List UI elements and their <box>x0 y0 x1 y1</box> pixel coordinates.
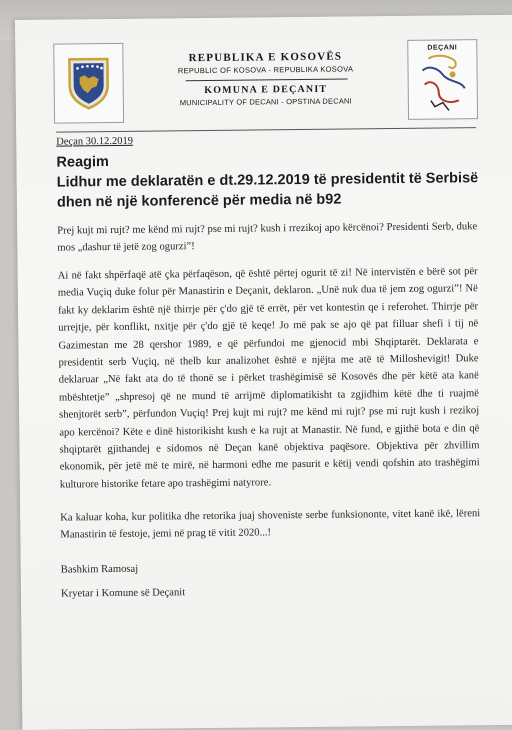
municipality-subtitle: MUNICIPALITY OF DECANI - OPSTINA DECANI <box>179 96 352 108</box>
document-title <box>56 148 487 212</box>
paragraph-1: Prej kujt mi rujt? me kënd mi rujt? pse mi rujt? kush i rrezikoj apo kërcënoi? Presidenti Serb, duke mos „dashur të jetë zog ogurzi”! <box>57 221 478 254</box>
document-date: Deçan 30.12.2019 <box>56 135 134 148</box>
paragraph-2: Ai në fakt shpërfaqë atë çka përfaqëson, që është përtej ogurit të zi! Në intervistën e bërë sot për media Vuçiq duke folur për Manastirin e Deçanit, deklaron. „Unë nuk dua të jem zog ogurzi”! Në fakt ky deklarim është një thirrje për ç'do gjë të errët, për vet kontestin qe i referohet. Thirrje për urrejtje, për konflikt, nxitje për ç'do gjë të keqe! Jo më pak se ajo që pat filluar shefi i tij në Gazimestan me 28 qershor 1989, e që përfundoi me gjenocid mbi Shqiptarët. Deklarata e presidentit serb Vuçiq, në thelb kur analizohet është e njëjta me atë të Milloshevigit! Duke deklaruar „Në fakt ata do të thonë se i përket trashëgimisë së Kosovës dhe për këtë ata kanë mbështetje” „shpresoj që ne mund të arrijmë diplomatikisht ta zgjidhim këtë dhe ti ruajmë shenjtorët serb”, përfundon Vuçiq! Prej kujt mi rujt? me kënd mi rujt? pse mi rujt kush i rezikoj apo kercënoi? Këte e dinë historikisht kush e ka rujt at Manastir. Në fund, e gjithë bota e din që shqiptarët gjithandej e sidomos në Deçan kanë objektiva paqësore. Objektiva për zhvillim ekonomik, për jetë më te mirë, në harmoni edhe me pasurit e këtij vendi qofshin ato trashëgimi kulturore historike fetare apo trashëgimi natyrore. <box>57 266 480 491</box>
document-page <box>15 15 512 730</box>
header-rule <box>186 79 348 82</box>
republic-subtitle: REPUBLIC OF KOSOVA - REPUBLIKA KOSOVA <box>177 64 354 76</box>
header-divider <box>56 127 476 132</box>
logo-text: DEÇANI <box>427 44 458 52</box>
republic-title: REPUBLIKA E KOSOVËS <box>188 50 343 65</box>
signature-title: Kryetar i Komune së Deçanit <box>60 587 186 600</box>
paragraph-3: Ka kaluar koha, kur politika dhe retorika juaj shoveniste serbe funksiononte, vitet kanë ikë, lëreni Manastirin të festoje, jemi në prag të vitit 2020...! <box>60 508 481 541</box>
title-line-2: Lidhur me deklaratën e dt.29.12.2019 të presidentit të Serbisë <box>56 170 479 191</box>
kosovo-coat-of-arms-icon <box>53 43 124 124</box>
municipality-title: KOMUNA E DEÇANIT <box>204 83 328 97</box>
title-line-1: Reagim <box>56 154 109 171</box>
title-line-3: dhen në një konferencë për media në b92 <box>56 191 342 211</box>
signature-name: Bashkim Ramosaj <box>60 563 139 576</box>
decani-municipality-logo-icon <box>407 39 478 120</box>
